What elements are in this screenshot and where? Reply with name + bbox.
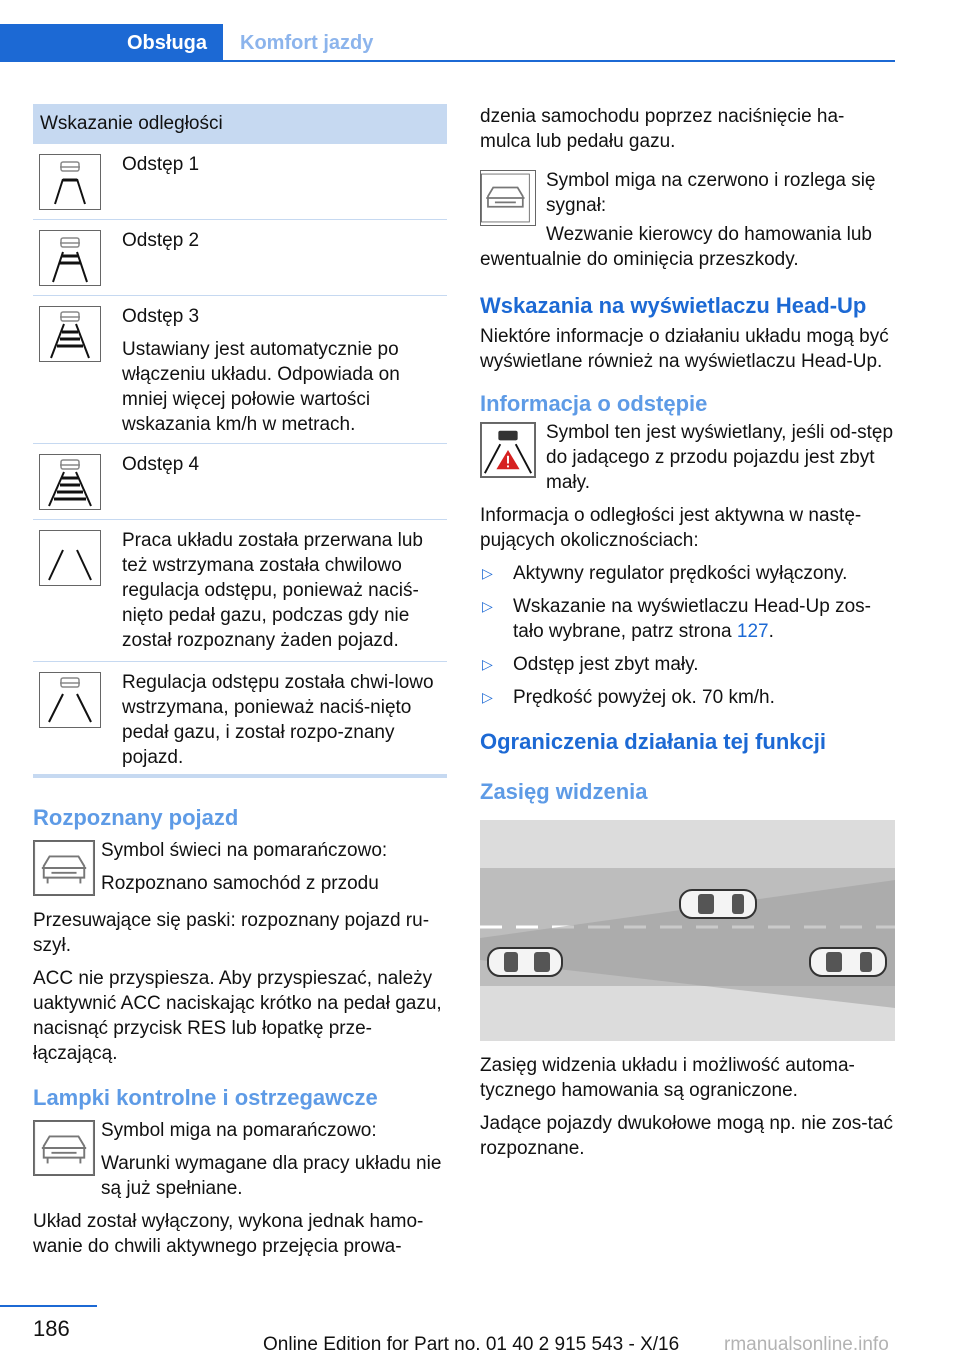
car-top-view-icon [680, 890, 756, 918]
sensor-range-illustration [480, 820, 895, 1041]
red-icon-line1: Symbol miga na czerwono i rozlega się sygnał: [546, 170, 876, 216]
tab-obsluga[interactable]: Obsługa [0, 24, 223, 62]
detected-paragraph-2: ACC nie przyspiesza. Aby przyspieszać, należy uaktywnić ACC naciskając krótko na pedał gazu, nacisnąć przycisk RES lub łopatkę prze‐łączającą. [33, 968, 442, 1064]
distance-warning-hud-icon [480, 422, 536, 478]
distance-4-icon [39, 454, 101, 510]
distance-1-icon [39, 154, 101, 210]
page-link[interactable]: 127 [736, 621, 769, 642]
info-paragraph: Informacja o odległości jest aktywna w nastę‐pujących okolicznościach: [480, 505, 862, 551]
row-label: Odstęp 4 [122, 454, 200, 475]
section-title-hud: Wskazania na wyświetlaczu Head-Up [480, 293, 867, 318]
left-column [33, 104, 447, 1267]
footer-rule [0, 1305, 97, 1307]
triangle-bullet-icon: ▷ [482, 689, 493, 705]
section-title-limits: Ograniczenia działania tej funkcji [480, 729, 826, 754]
list-item: ▷ Aktywny regulator prędkości wyłączony. [482, 563, 848, 584]
table-header: Wskazanie odległości [33, 104, 447, 144]
info-icon-block [480, 420, 895, 503]
lamps-icon-line1: Symbol miga na pomarańczowo: [101, 1120, 377, 1141]
chapter-tab-bar [0, 24, 895, 62]
row-label: Odstęp 3 [122, 306, 200, 327]
row-description: Praca układu została przerwana lub też wstrzymana została chwilowo regulacja odstępu, ponieważ naciś‐nięto pedał gazu, podczas gdy nie został rozpoznany żaden pojazd. [122, 530, 424, 651]
edition-text: Online Edition for Part no. 01 40 2 915 543 - X/16 [263, 1334, 680, 1355]
detected-icon-line1: Symbol świeci na pomarańczowo: [101, 840, 388, 861]
section-title-detected: Rozpoznany pojazd [33, 805, 239, 830]
right-column [480, 104, 895, 1169]
red-icon-line2: Wezwanie kierowcy do hamowania lub ewentualnie do ominięcia przeszkody. [480, 224, 872, 270]
section-title-lamps: Lampki kontrolne i ostrzegawcze [33, 1085, 378, 1110]
red-warning-icon-block [480, 168, 895, 226]
list-item: ▷ Wskazanie na wyświetlaczu Head-Up zos‐tało wybrane, patrz strona 127. [482, 596, 871, 642]
table-row [33, 520, 447, 662]
table-row [33, 296, 447, 444]
row-label: Odstęp 1 [122, 154, 200, 175]
lamps-icon-line2: Warunki wymagane dla pracy układu nie są już spełniane. [101, 1153, 442, 1199]
row-description: Regulacja odstępu została chwi‐lowo wstrzymana, ponieważ naciś‐nięto pedał gazu, i został rozpo‐znany pojazd. [122, 672, 434, 768]
distance-2-icon [39, 230, 101, 286]
lamps-paragraph-1: Układ został wyłączony, wykona jednak hamo‐wanie do chwili aktywnego przejęcia prowa‐ [33, 1211, 424, 1257]
conditions-list [480, 561, 895, 710]
detected-icon-block [33, 838, 447, 904]
car-warning-orange-icon [33, 1120, 95, 1176]
triangle-bullet-icon: ▷ [482, 565, 493, 581]
continued-paragraph: dzenia samochodu poprzez naciśnięcie ha‐mulca lub pedału gazu. [480, 106, 845, 152]
triangle-bullet-icon: ▷ [482, 598, 493, 614]
car-ahead-orange-icon [33, 840, 95, 896]
lamps-icon-block [33, 1118, 447, 1209]
car-top-view-icon [810, 948, 886, 976]
watermark: rmanualsonline.info [724, 1334, 889, 1355]
subsection-title-range: Zasięg widzenia [480, 779, 648, 804]
distance-paused-icon [39, 672, 101, 728]
hud-paragraph: Niektóre informacje o działaniu układu mogą być wyświetlane również na wyświetlaczu Head-Up. [480, 326, 889, 372]
table-row [33, 444, 447, 520]
subsection-title-info: Informacja o odstępie [480, 391, 708, 416]
table-end-rule [33, 774, 447, 778]
range-paragraph-1: Zasięg widzenia układu i możliwość automa‐tycznego hamowania są ograniczone. [480, 1055, 855, 1101]
tab-komfort-jazdy[interactable]: Komfort jazdy [240, 32, 374, 54]
detected-icon-line2: Rozpoznano samochód z przodu [101, 873, 379, 894]
row-label: Odstęp 2 [122, 230, 200, 251]
page-number: 186 [33, 1316, 70, 1341]
list-item: ▷ Odstęp jest zbyt mały. [482, 654, 699, 675]
distance-3-icon [39, 306, 101, 362]
distance-off-icon [39, 530, 101, 586]
car-warning-red-icon [480, 170, 536, 226]
row-description: Ustawiany jest automatycznie po włączeniu układu. Odpowiada on mniej więcej połowie wartości wskazania km/h w metrach. [122, 339, 400, 435]
table-row [33, 144, 447, 220]
range-paragraph-2: Jadące pojazdy dwukołowe mogą np. nie zos‐tać rozpoznane. [480, 1113, 893, 1159]
triangle-bullet-icon: ▷ [482, 656, 493, 672]
table-row [33, 220, 447, 296]
car-top-view-icon [488, 948, 562, 976]
table-row [33, 662, 447, 774]
list-item: ▷ Prędkość powyżej ok. 70 km/h. [482, 687, 775, 708]
detected-paragraph-1: Przesuwające się paski: rozpoznany pojazd ru‐szył. [33, 910, 430, 956]
info-icon-text: Symbol ten jest wyświetlany, jeśli od‐stęp do jadącego z przodu pojazdu jest zbyt mały. [546, 422, 894, 493]
